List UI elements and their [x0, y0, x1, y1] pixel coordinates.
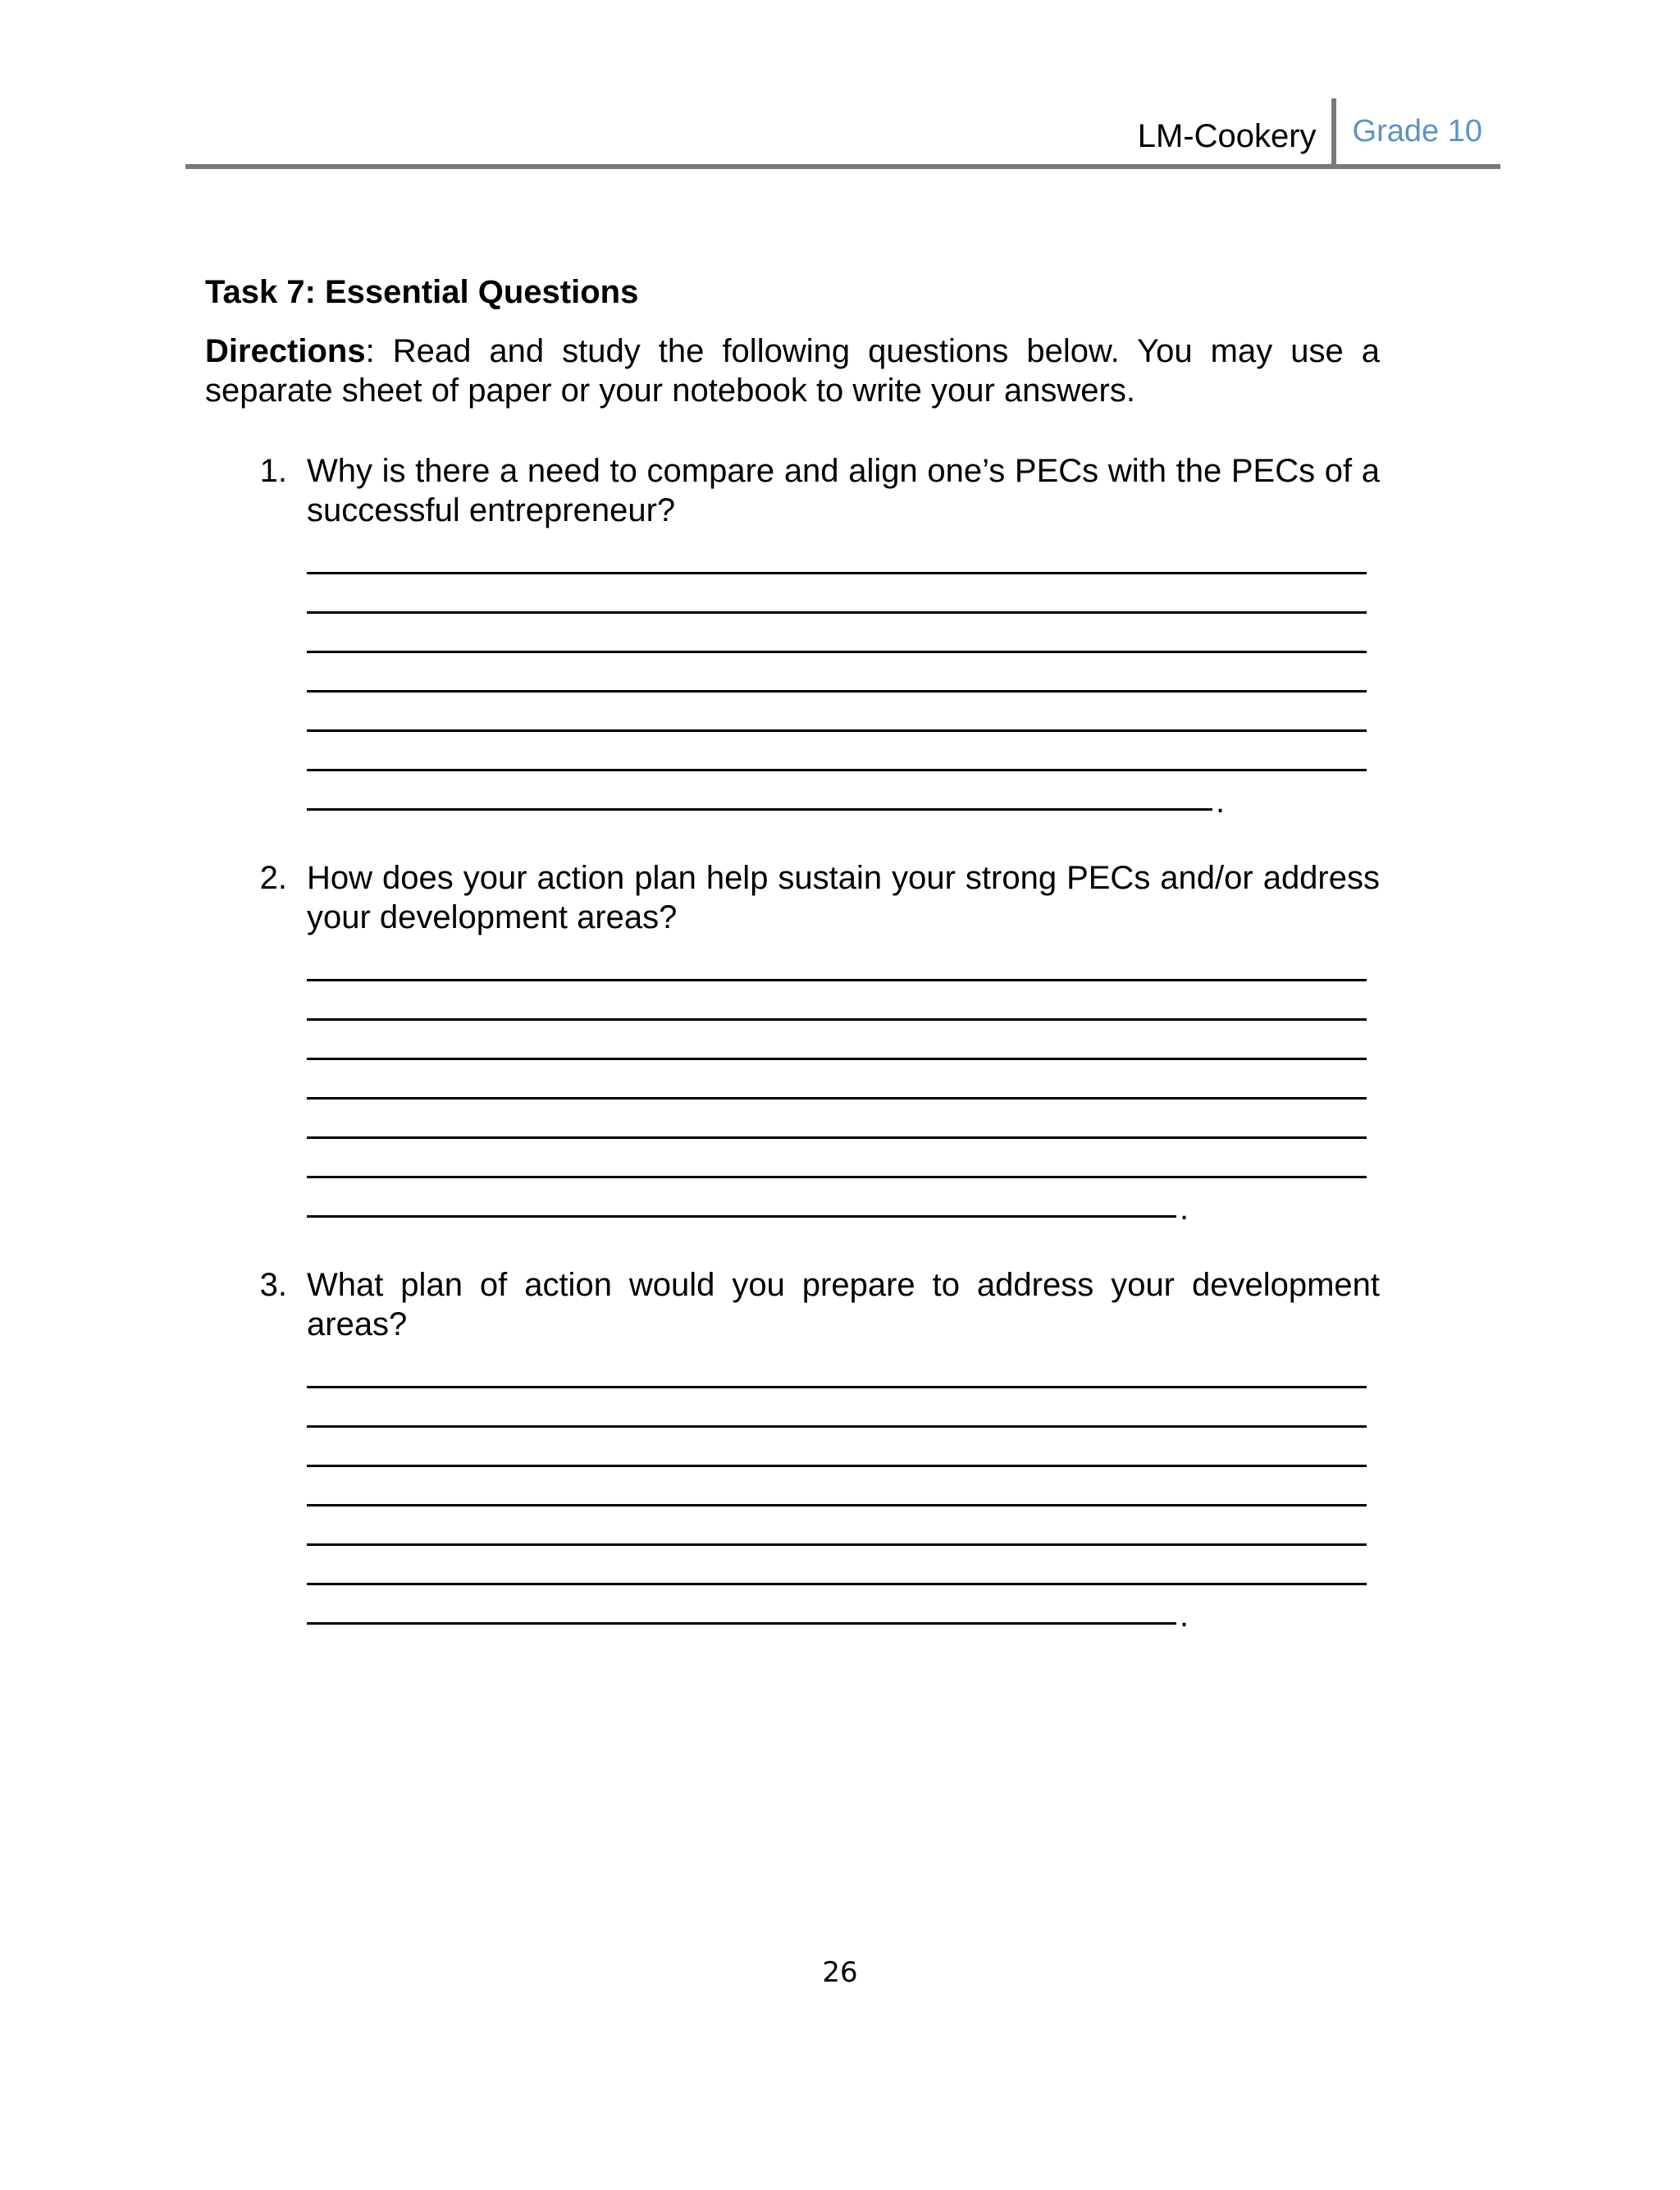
answer-line[interactable]: [307, 1506, 1367, 1546]
answer-line[interactable]: [307, 1388, 1367, 1428]
answer-line[interactable]: [307, 1349, 1367, 1388]
header-grade: Grade 10: [1352, 114, 1482, 149]
answer-line[interactable]: [307, 981, 1367, 1021]
answer-line[interactable]: [307, 942, 1367, 981]
question-3-number: 3.: [259, 1267, 287, 1303]
answer-line[interactable]: [307, 1021, 1367, 1060]
question-1-answer-lines[interactable]: [307, 535, 1380, 820]
question-3-text: What plan of action would you prepare to address your development areas?: [307, 1267, 1380, 1342]
question-2-answer-lines[interactable]: [307, 942, 1380, 1227]
answer-period: .: [1180, 1598, 1189, 1634]
answer-line[interactable]: [307, 1100, 1367, 1139]
page-number: 26: [822, 1956, 858, 1989]
directions-lead: Directions: [205, 333, 366, 369]
answer-line[interactable]: [307, 693, 1367, 732]
question-1-text: Why is there a need to compare and align one’s PECs with the PECs of a successful entrepreneur?: [307, 453, 1380, 528]
answer-line[interactable]: [307, 732, 1367, 771]
answer-line[interactable]: [307, 1585, 1189, 1634]
answer-period: .: [1216, 784, 1226, 820]
page-header: [185, 98, 1500, 169]
answer-line[interactable]: [307, 1428, 1367, 1467]
answer-line[interactable]: [307, 1060, 1367, 1100]
question-2-head: [205, 858, 1380, 937]
question-1: [205, 451, 1380, 820]
question-2-number: 2.: [259, 860, 287, 896]
header-labels: [1138, 98, 1482, 164]
page-content: [205, 271, 1380, 1634]
task-title: Task 7: Essential Questions: [205, 274, 639, 310]
answer-line[interactable]: [307, 653, 1367, 693]
header-subject: LM-Cookery: [1137, 118, 1317, 154]
answer-line[interactable]: [307, 1178, 1189, 1227]
question-3-head: [205, 1265, 1380, 1344]
directions: [205, 331, 1380, 410]
question-2-text: How does your action plan help sustain your strong PECs and/or address your development areas?: [307, 860, 1380, 935]
question-2: [205, 858, 1380, 1227]
answer-line[interactable]: [307, 614, 1367, 653]
question-3: [205, 1265, 1380, 1634]
answer-line[interactable]: [307, 1139, 1367, 1178]
header-rule: [185, 164, 1500, 169]
answer-line[interactable]: [307, 1467, 1367, 1506]
answer-period: .: [1180, 1191, 1189, 1227]
answer-line[interactable]: [307, 574, 1367, 614]
question-1-head: [205, 451, 1380, 530]
directions-text: : Read and study the following questions below. You may use a separate sheet of paper or your notebook to write your answers.: [205, 333, 1380, 409]
answer-line[interactable]: [307, 1546, 1367, 1585]
question-3-answer-lines[interactable]: [307, 1349, 1380, 1634]
answer-line[interactable]: [307, 771, 1226, 820]
question-1-number: 1.: [259, 453, 287, 489]
answer-line[interactable]: [307, 535, 1367, 574]
